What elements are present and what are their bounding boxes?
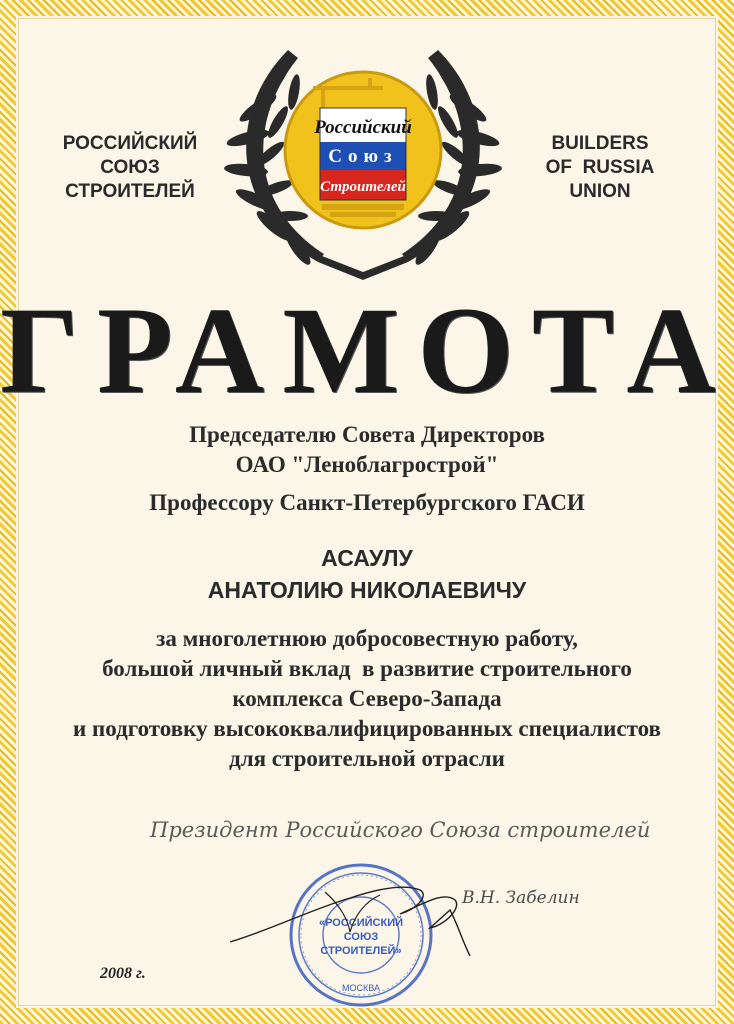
reason-line: и подготовку высококвалифицированных специалистов [73, 716, 661, 741]
recipient-title: Профессору Санкт-Петербургского ГАСИ [149, 490, 585, 515]
stamp-bottom-text: МОСКВА [342, 983, 380, 993]
header-right-line: BUILDERS [551, 133, 649, 154]
stamp-text-line: СОЮЗ [343, 931, 379, 943]
header-right-line: OF RUSSIA [545, 157, 655, 178]
recipient-position-line: ОАО "Леноблагрострой" [235, 452, 499, 477]
stamp-text-line: СТРОИТЕЛЕЙ» [320, 945, 402, 957]
document-title: ГРАМОТА [0, 282, 734, 419]
document-year: 2008 г. [100, 965, 146, 982]
award-reason [20, 624, 714, 774]
recipient-name [20, 542, 714, 606]
recipient-name-line: АНАТОЛИЮ НИКОЛАЕВИЧУ [207, 577, 527, 603]
stamp-text-line: «РОССИЙСКИЙ [318, 917, 404, 929]
signatory-position: Президент Российского Союза строителей [150, 818, 651, 842]
recipient-name-line: АСАУЛУ [321, 545, 413, 571]
header-right-line: UNION [569, 181, 631, 202]
header-left-line: СОЮЗ [100, 157, 160, 178]
recipient-position [20, 420, 714, 480]
emblem-text-line: Строителей [320, 179, 406, 195]
reason-line: за многолетнюю добросовестную работу, [156, 626, 578, 651]
reason-line: большой личный вклад в развитие строительного [102, 656, 632, 681]
header-left-line: РОССИЙСКИЙ [62, 133, 198, 154]
recipient-position-line: Председателю Совета Директоров [189, 422, 545, 447]
emblem-text-line: Российский [314, 117, 412, 138]
emblem-text-line: Союз [328, 146, 398, 167]
header-right-english [520, 132, 680, 204]
union-emblem-logo [218, 30, 508, 290]
handwritten-signature [230, 870, 490, 960]
header-left-line: СТРОИТЕЛЕЙ [65, 181, 195, 202]
reason-line: для строительной отрасли [229, 746, 505, 771]
signatory-name: В.Н. Забелин [462, 888, 580, 908]
header-left-russian [40, 132, 220, 204]
reason-line: комплекса Северо-Запада [232, 686, 502, 711]
